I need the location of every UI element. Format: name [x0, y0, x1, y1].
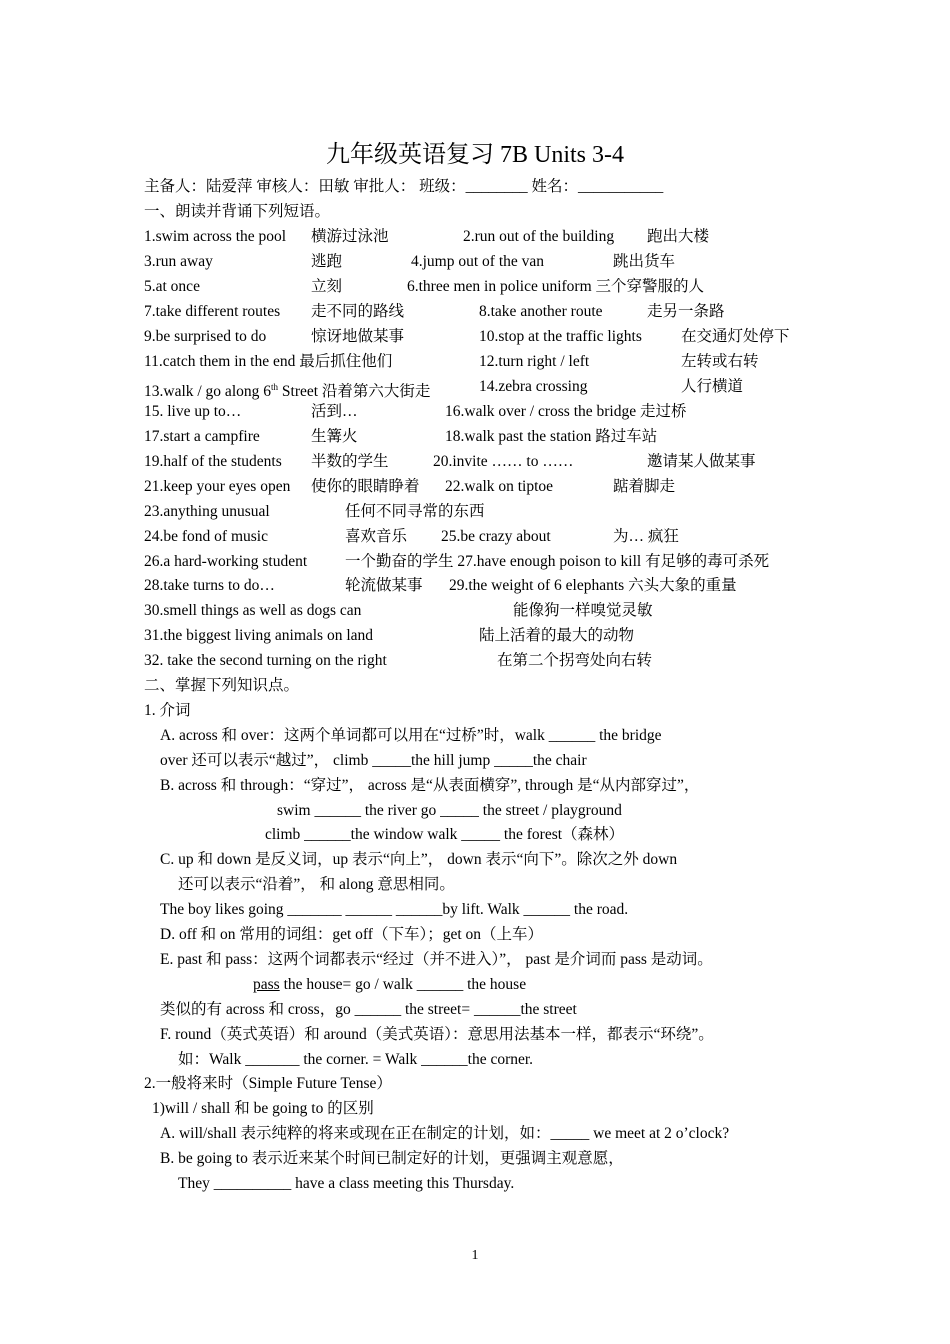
paragraph: D. off 和 on 常用的词组：get off（下车）；get on（上车）: [160, 926, 544, 943]
paragraph: F. round（英式英语）和 around（美式英语）：意思用法基本一样，都表示“环绕”。: [160, 1026, 714, 1043]
page-title: 九年级英语复习 7B Units 3-4: [325, 142, 624, 168]
paragraph: climb ______the window walk _____ the forest（森林）: [265, 826, 625, 843]
paragraph: C. up 和 down 是反义词，up 表示“向上”， down 表示“向下”。除次之外 down: [160, 851, 678, 868]
paragraph: B. across 和 through：“穿过”， across 是“从表面横穿”, through 是“从内部穿过”，: [160, 777, 700, 794]
paragraph: 还可以表示“沿着”， 和 along 意思相同。: [178, 876, 455, 893]
paragraph: B. be going to 表示近来某个时间已制定好的计划，更强调主观意愿，: [160, 1150, 624, 1167]
paragraph: 类似的有 across 和 cross，go ______ the street= ______the street: [160, 1001, 577, 1018]
paragraph: pass the house= go / walk ______ the house: [253, 976, 527, 993]
paragraph: A. across 和 over：这两个单词都可以用在“过桥”时，walk ______ the bridge: [160, 727, 662, 744]
paragraph: swim ______ the river go _____ the street / playground: [277, 802, 622, 819]
paragraph: 如：Walk _______ the corner. = Walk ______the corner.: [178, 1051, 534, 1068]
section-heading: 二、掌握下列知识点。: [144, 677, 300, 694]
meta-line: 主备人：陆爱萍 审核人：田敏 审批人： 班级：________ 姓名：___________: [144, 178, 664, 195]
document-page: 九年级英语复习 7B Units 3-4 主备人：陆爱萍 审核人：田敏 审批人： 班级：________ 姓名：___________ 一、朗读并背诵下列短语。 1.swim across the pool 横游过泳池 2.run out of the building 跑出大楼 3.run away 逃跑 4.jump out of the van 跳出货车 5.at once 立刻 6.three men in police uniform 三个穿警服的人 7.take different routes 走不同的路线 8.take another route 走另一条路 9.be surprised to do 惊讶地做某事 10.stop at the traffic lights 在交通灯处停下 11.catch them in the end 最后抓住他们 12.turn right / left 左转或右转 13.walk / go along 6th Street 沿着第六大街走 14.zebra crossing 人行横道 15. live up to… 活到… 16.walk over / cross the bridge 走过桥 17.start a campfire 生篝火 18.walk past the station 路过车站 19.half of the students 半数的学生 20.invite …… to …… 邀请某人做某事 21.keep your eyes open 使你的眼睛睁着 22.walk on tiptoe 踮着脚走 23.anything unusual 任何不同寻常的东西 24.be fond of music 喜欢音乐 25.be crazy about 为… 疯狂 26.a hard-working student 一个勤奋的学生 27.have enough poison to kill 有足够的毒可杀死 28.take turns to do… 轮流做某事 29.the weight of 6 elephants 六头大象的重量 30.smell things as well as dogs can 能像狗一样嗅觉灵敏 31.the biggest living animals on land 陆上活着的最大的动物 32. take the second turning on the right 在第二个拐弯处向右转 二、掌握下列知识点。 1. 介词 A. across 和 over：这两个单词都可以用在“过桥”时，walk ______ the bridge over 还可以表示“越过”， climb _____the hill jump _____the chair B. across 和 through：“穿过”， across 是“从表面横穿”, through 是“从内部穿过”， swim ______ the river go _____ the street / playground climb ______the window walk _____ the forest（森林） C. up 和 down 是反义词，up 表示“向上”， down 表示“向下”。除次之外 down 还可以表示“沿着”， 和 along 意思相同。 The boy likes going _______ ______ ______by lift. Walk ______ the road. D. off 和 on 常用的词组：get off（下车）；get on（上车） E. past 和 pass：这两个词都表示“经过（并不进入）”， past 是介词而 pass 是动词。 pass the house= go / walk ______ the house 类似的有 across 和 cross，go ______ the street= ______the street F. round（英式英语）和 around（美式英语）：意思用法基本一样，都表示“环绕”。 如：Walk _______ the corner. = Walk ______the corner. 2.一般将来时（Simple Future Tense） 1)will / shall 和 be going to 的区别 A. will/shall 表示纯粹的将来或现在正在制定的计划，如：_____ we meet at 2 o’clock? B. be going to 表示近来某个时间已制定好的计划，更强调主观意愿， They __________ have a class meeting this Thursday. 1: [0, 0, 950, 1344]
paragraph: 2.一般将来时（Simple Future Tense）: [144, 1075, 392, 1092]
page-number: 1: [471, 1248, 479, 1263]
paragraph: 1)will / shall 和 be going to 的区别: [152, 1100, 374, 1117]
paragraph: They __________ have a class meeting this Thursday.: [178, 1175, 515, 1192]
paragraph: over 还可以表示“越过”， climb _____the hill jump _____the chair: [160, 752, 587, 769]
paragraph: E. past 和 pass：这两个词都表示“经过（并不进入）”， past 是介词而 pass 是动词。: [160, 951, 713, 968]
paragraph: 1. 介词: [144, 702, 191, 719]
paragraph: The boy likes going _______ ______ ______by lift. Walk ______ the road.: [160, 901, 629, 918]
paragraph: A. will/shall 表示纯粹的将来或现在正在制定的计划，如：_____ we meet at 2 o’clock?: [160, 1125, 730, 1142]
section-heading: 一、朗读并背诵下列短语。: [144, 203, 331, 220]
